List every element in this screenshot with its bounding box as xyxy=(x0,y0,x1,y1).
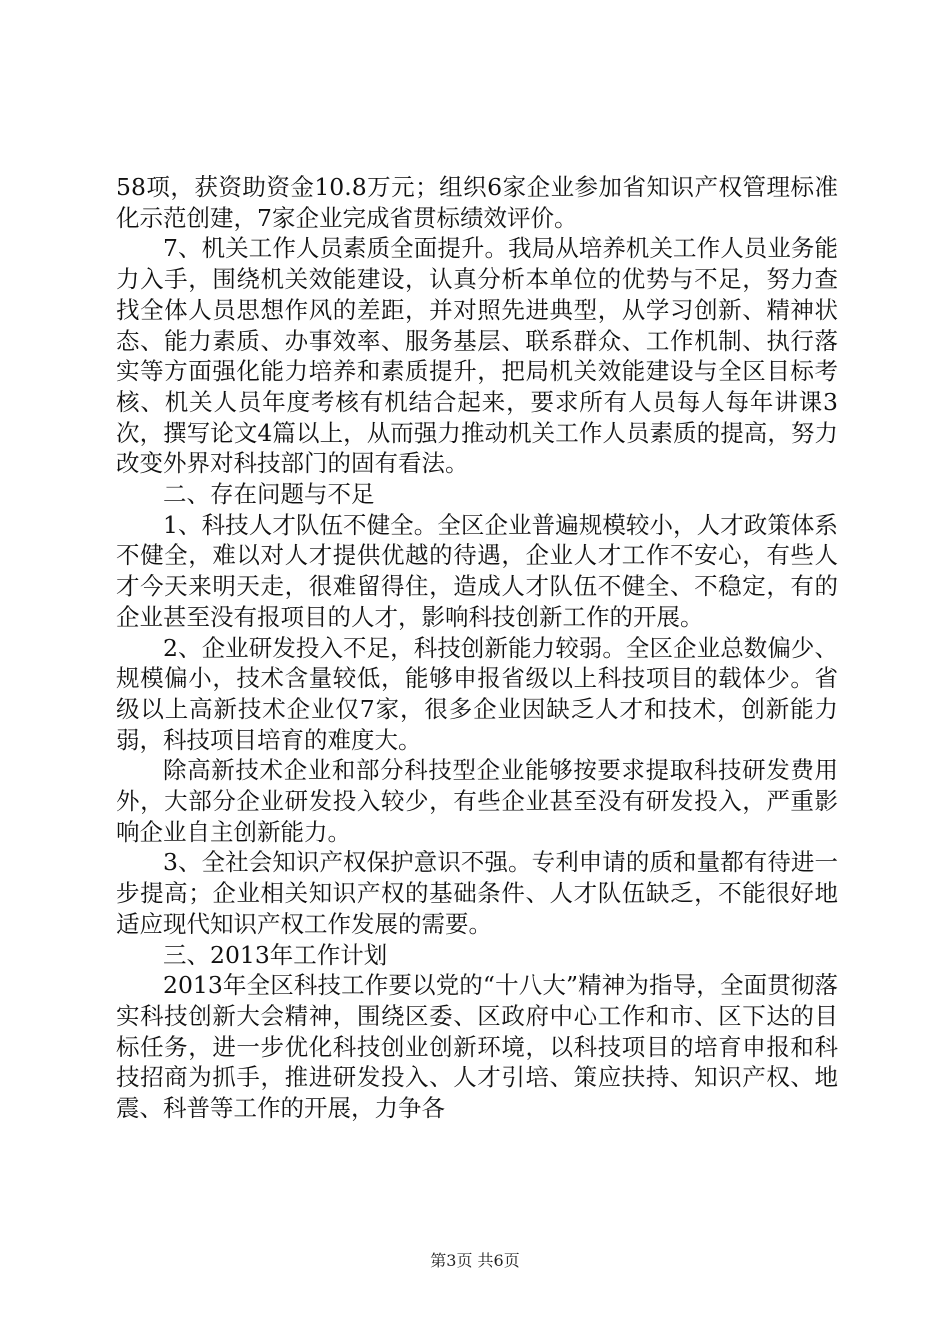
document-body xyxy=(116,172,838,1124)
section-heading-problems: 二、存在问题与不足 xyxy=(163,480,375,509)
paragraph-problem-3: 3、全社会知识产权保护意识不强。专利申请的质和量都有待进一步提高；企业相关知识产权的基础条件、人才队伍缺乏，不能很好地适应现代知识产权工作发展的需要。 xyxy=(116,848,838,938)
paragraph-problem-2-continued: 除高新技术企业和部分科技型企业能够按要求提取科技研发费用外，大部分企业研发投入较少，有些企业甚至没有研发投入，严重影响企业自主创新能力。 xyxy=(116,756,838,846)
paragraph-plan: 2013年全区科技工作要以党的“十八大”精神为指导，全面贯彻落实科技创新大会精神，围绕区委、区政府中心工作和市、区下达的目标任务，进一步优化科技创业创新环境，以科技项目的培育申报和科技招商为抓手，推进研发投入、人才引培、策应扶持、知识产权、地震、科普等工作的开展，力争各 xyxy=(116,971,838,1123)
section-heading-plan: 三、2013年工作计划 xyxy=(163,940,388,969)
page-footer: 第3页 共6页 xyxy=(430,1251,520,1270)
paragraph-continuation: 58项，获资助资金10.8万元；组织6家企业参加省知识产权管理标准化示范创建，7家企业完成省贯标绩效评价。 xyxy=(116,173,838,232)
paragraph-problem-1: 1、科技人才队伍不健全。全区企业普遍规模较小，人才政策体系不健全，难以对人才提供优越的待遇，企业人才工作不安心，有些人才今天来明天走，很难留得住，造成人才队伍不健全、不稳定，有的企业甚至没有报项目的人才，影响科技创新工作的开展。 xyxy=(116,510,838,631)
paragraph-problem-2: 2、企业研发投入不足，科技创新能力较弱。全区企业总数偏少、规模偏小，技术含量较低，能够申报省级以上科技项目的载体少。省级以上高新技术企业仅7家，很多企业因缺乏人才和技术，创新能力弱，科技项目培育的难度大。 xyxy=(116,633,838,754)
paragraph-item-7: 7、机关工作人员素质全面提升。我局从培养机关工作人员业务能力入手，围绕机关效能建设，认真分析本单位的优势与不足，努力查找全体人员思想作风的差距，并对照先进典型，从学习创新、精神状态、能力素质、办事效率、服务基层、联系群众、工作机制、执行落实等方面强化能力培养和素质提升，把局机关效能建设与全区目标考核、机关人员年度考核有机结合起来，要求所有人员每人每年讲课3次，撰写论文4篇以上，从而强力推动机关工作人员素质的提高，努力改变外界对科技部门的固有看法。 xyxy=(116,234,838,478)
